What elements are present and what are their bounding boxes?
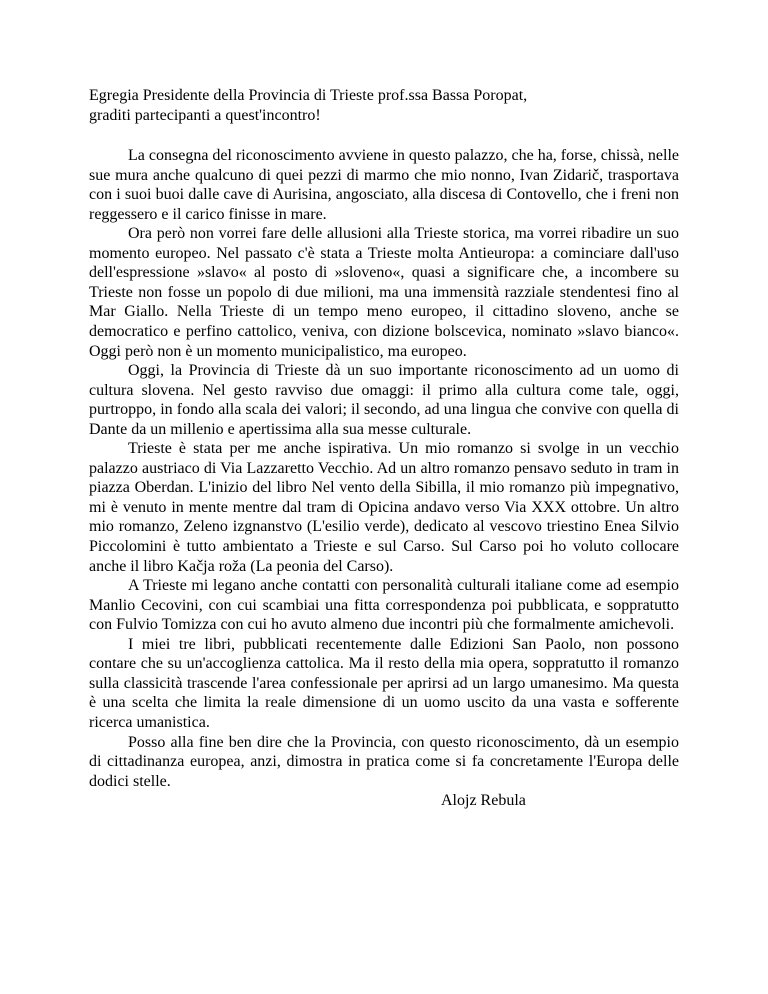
paragraph-2: Ora però non vorrei fare delle allusioni alla Trieste storica, ma vorrei ribadire un suo momento europeo. Nel passato c'è stata a Trieste molta Antieuropa: a cominciare dall'uso dell'espressione »slavo« al posto di »sloveno«, quasi a significare che, a incombere su Trieste non fosse un popolo di due milioni, ma una immensità razziale stendentesi fino al Mar Giallo. Nella Trieste di un tempo meno europeo, il cittadino sloveno, anche se democratico e perfino cattolico, veniva, con dizione bolscevica, nominato »slavo bianco«. Oggi però non è un momento municipalistico, ma europeo. [89, 225, 679, 360]
signature: Alojz Rebula [441, 792, 526, 810]
paragraph-5: A Trieste mi legano anche contatti con personalità culturali italiane come ad esempio Manlio Cecovini, con cui scambiai una fitta correspondenza poi pubblicata, e soppratutto con Fulvio Tomizza con cui ho avuto almeno due incontri più che formalmente amichevoli. [89, 577, 679, 634]
letter-page [89, 86, 679, 811]
paragraph-7: Posso alla fine ben dire che la Provincia, con questo riconoscimento, dà un esempio di cittadinanza europea, anzi, dimostra in pratica come si fa concretamente l'Europa delle dodici stelle. [89, 733, 679, 790]
paragraph-3: Oggi, la Provincia di Trieste dà un suo importante riconoscimento ad un uomo di cultura slovena. Nel gesto ravviso due omaggi: il primo alla cultura come tale, oggi, purtroppo, in fondo alla scala dei valori; il secondo, ad una lingua che convive con quella di Dante da un millenio e apertissima alla sua messe culturale. [89, 362, 679, 438]
paragraph-6: I miei tre libri, pubblicati recentemente dalle Edizioni San Paolo, non possono contare che su un'accoglienza cattolica. Ma il resto della mia opera, soppratutto il romanzo sulla classicità trascende l'area confessionale per aprirsi ad un largo umanesimo. Ma questa è una scelta che limita la reale dimensione di un uomo uscito da una vasta e sofferente ricerca umanistica. [89, 635, 679, 731]
spacer [89, 125, 679, 146]
salutation-line-2: graditi partecipanti a quest'incontro! [89, 106, 321, 124]
salutation [89, 86, 679, 125]
salutation-line-1: Egregia Presidente della Provincia di Trieste prof.ssa Bassa Poropat, [89, 87, 528, 104]
paragraph-1: La consegna del riconoscimento avviene in questo palazzo, che ha, forse, chissà, nelle sue mura anche qualcuno di quei pezzi di marmo che mio nonno, Ivan Zidarič, trasportava con i suoi buoi dalle cave di Aurisina, angosciato, alla discesa di Contovello, che i freni non reggessero e il carico finisse in mare. [89, 147, 679, 223]
letter-body [89, 146, 679, 791]
paragraph-4: Trieste è stata per me anche ispirativa. Un mio romanzo si svolge in un vecchio palazzo austriaco di Via Lazzaretto Vecchio. Ad un altro romanzo pensavo seduto in tram in piazza Oberdan. L'inizio del libro Nel vento della Sibilla, il mio romanzo più impegnativo, mi è venuto in mente mentre dal tram di Opicina andavo verso Via XXX ottobre. Un altro mio romanzo, Zeleno izgnanstvo (L'esilio verde), dedicato al vescovo triestino Enea Silvio Piccolomini è tutto ambientato a Trieste e sul Carso. Sul Carso poi ho voluto collocare anche il libro Kačja roža (La peonia del Carso). [89, 440, 679, 575]
